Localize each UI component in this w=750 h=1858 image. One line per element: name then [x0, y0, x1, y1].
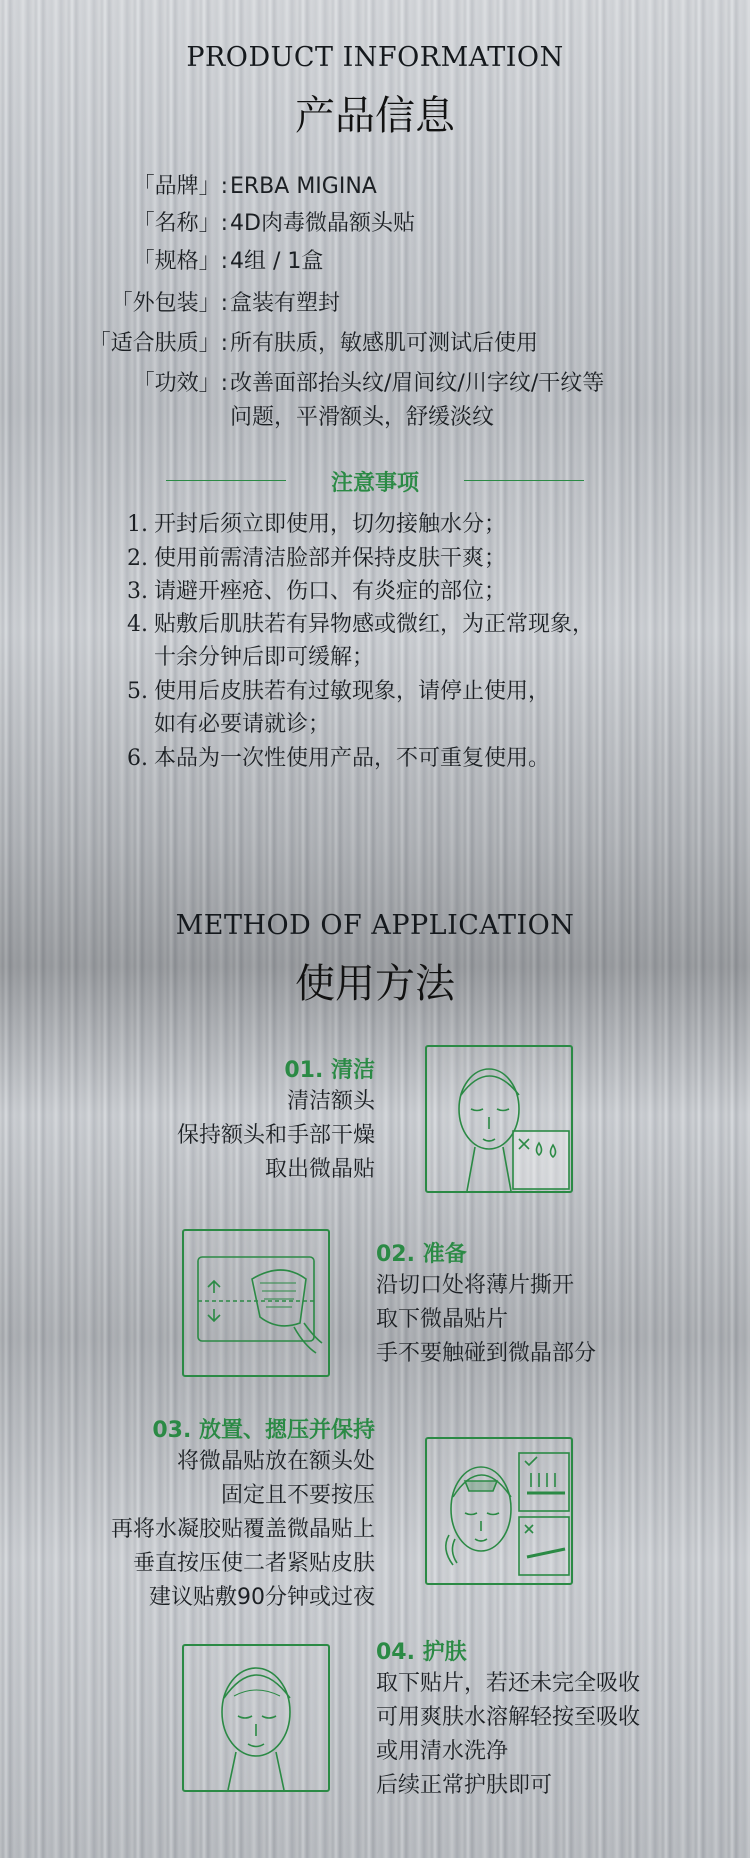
- info-row-brand: [0, 172, 750, 202]
- info-value: 盒装有塑封: [230, 291, 341, 316]
- notice-text: 贴敷后肌肤若有异物感或微红，为正常现象，: [154, 612, 595, 637]
- info-row-package: [0, 289, 750, 319]
- step-line: 固定且不要按压: [220, 1483, 375, 1508]
- info-value: 所有肤质，敏感肌可测试后使用: [230, 331, 539, 356]
- step-line: 取出微晶贴: [264, 1157, 375, 1182]
- info-label: 「外包装」:: [110, 291, 228, 316]
- notice-text: 请避开痤疮、伤口、有炎症的部位；: [154, 579, 507, 604]
- product-info-cn-title: 产品信息: [295, 93, 455, 139]
- step-04: [376, 1635, 640, 1800]
- notice-number: 5.: [127, 679, 148, 704]
- step-title: 01. 清洁: [284, 1058, 375, 1083]
- notice-text-line2: 如有必要请就诊；: [154, 712, 331, 737]
- notice-number: 6.: [127, 746, 148, 771]
- step-line: 后续正常护肤即可: [376, 1773, 553, 1798]
- face-skincare-icon: [182, 1644, 330, 1792]
- notice-text: 本品为一次性使用产品，不可重复使用。: [154, 746, 551, 771]
- notice-text: 使用后皮肤若有过敏现象，请停止使用，: [154, 679, 551, 704]
- info-value: ERBA MIGINA: [230, 174, 377, 199]
- notice-text: 使用前需清洁脸部并保持皮肤干爽；: [154, 546, 507, 571]
- notice-item: [118, 510, 506, 540]
- step-line: 可用爽肤水溶解轻按至吸收: [376, 1705, 641, 1730]
- step-line: 将微晶贴放在额头处: [176, 1449, 375, 1474]
- step-03: [111, 1413, 375, 1612]
- step-title: 04. 护肤: [376, 1640, 467, 1665]
- step-title: 02. 准备: [376, 1242, 467, 1267]
- notice-divider-right: [464, 480, 584, 481]
- notice-number: 2.: [127, 546, 148, 571]
- notice-item: [118, 744, 550, 774]
- info-label: 「规格」:: [132, 249, 228, 274]
- info-row-spec: [0, 247, 750, 277]
- step-line: 建议贴敷90分钟或过夜: [149, 1585, 375, 1610]
- step-line: 手不要触碰到微晶部分: [376, 1341, 597, 1366]
- step-title: 03. 放置、摁压并保持: [152, 1418, 375, 1443]
- notice-text: 开封后须立即使用，切勿接触水分；: [154, 512, 507, 537]
- step-line: 取下微晶贴片: [376, 1307, 509, 1332]
- face-no-water-icon: [425, 1045, 573, 1193]
- step-02: [376, 1237, 596, 1368]
- info-row-skin-type: [0, 329, 750, 359]
- notice-number: 1.: [127, 512, 148, 537]
- step-line: 垂直按压使二者紧贴皮肤: [132, 1551, 375, 1576]
- method-en-title: METHOD OF APPLICATION: [175, 910, 575, 941]
- notice-number: 4.: [127, 612, 148, 637]
- notice-item: [118, 610, 594, 673]
- step-line: 保持额头和手部干燥: [176, 1123, 375, 1148]
- info-label: 「品牌」:: [132, 174, 228, 199]
- info-value: 4组 / 1盒: [230, 249, 324, 274]
- step-01: [177, 1053, 375, 1184]
- info-row-efficacy: [0, 369, 750, 439]
- notice-item: [118, 677, 550, 740]
- press-forehead-icon: [425, 1437, 573, 1585]
- notice-number: 3.: [127, 579, 148, 604]
- info-label: 「功效」:: [132, 371, 228, 396]
- step-line: 清洁额头: [286, 1089, 375, 1114]
- step-line: 沿切口处将薄片撕开: [376, 1273, 575, 1298]
- info-row-name: [0, 209, 750, 239]
- peel-patch-icon: [182, 1229, 330, 1377]
- info-value: 改善面部抬头纹/眉间纹/川字纹/干纹等: [230, 371, 605, 396]
- step-line: 或用清水洗净: [376, 1739, 509, 1764]
- step-line: 再将水凝胶贴覆盖微晶贴上: [110, 1517, 375, 1542]
- notice-item: [118, 577, 506, 607]
- info-value-line2: 问题，平滑额头，舒缓淡纹: [230, 405, 495, 430]
- info-label: 「适合肤质」:: [88, 331, 228, 356]
- step-line: 取下贴片，若还未完全吸收: [376, 1671, 641, 1696]
- notice-item: [118, 544, 506, 574]
- info-value: 4D肉毒微晶额头贴: [230, 211, 415, 236]
- notice-title: 注意事项: [330, 471, 419, 496]
- method-cn-title: 使用方法: [295, 961, 455, 1007]
- info-label: 「名称」:: [132, 211, 228, 236]
- product-info-en-title: PRODUCT INFORMATION: [186, 42, 564, 73]
- notice-text-line2: 十余分钟后即可缓解；: [154, 645, 375, 670]
